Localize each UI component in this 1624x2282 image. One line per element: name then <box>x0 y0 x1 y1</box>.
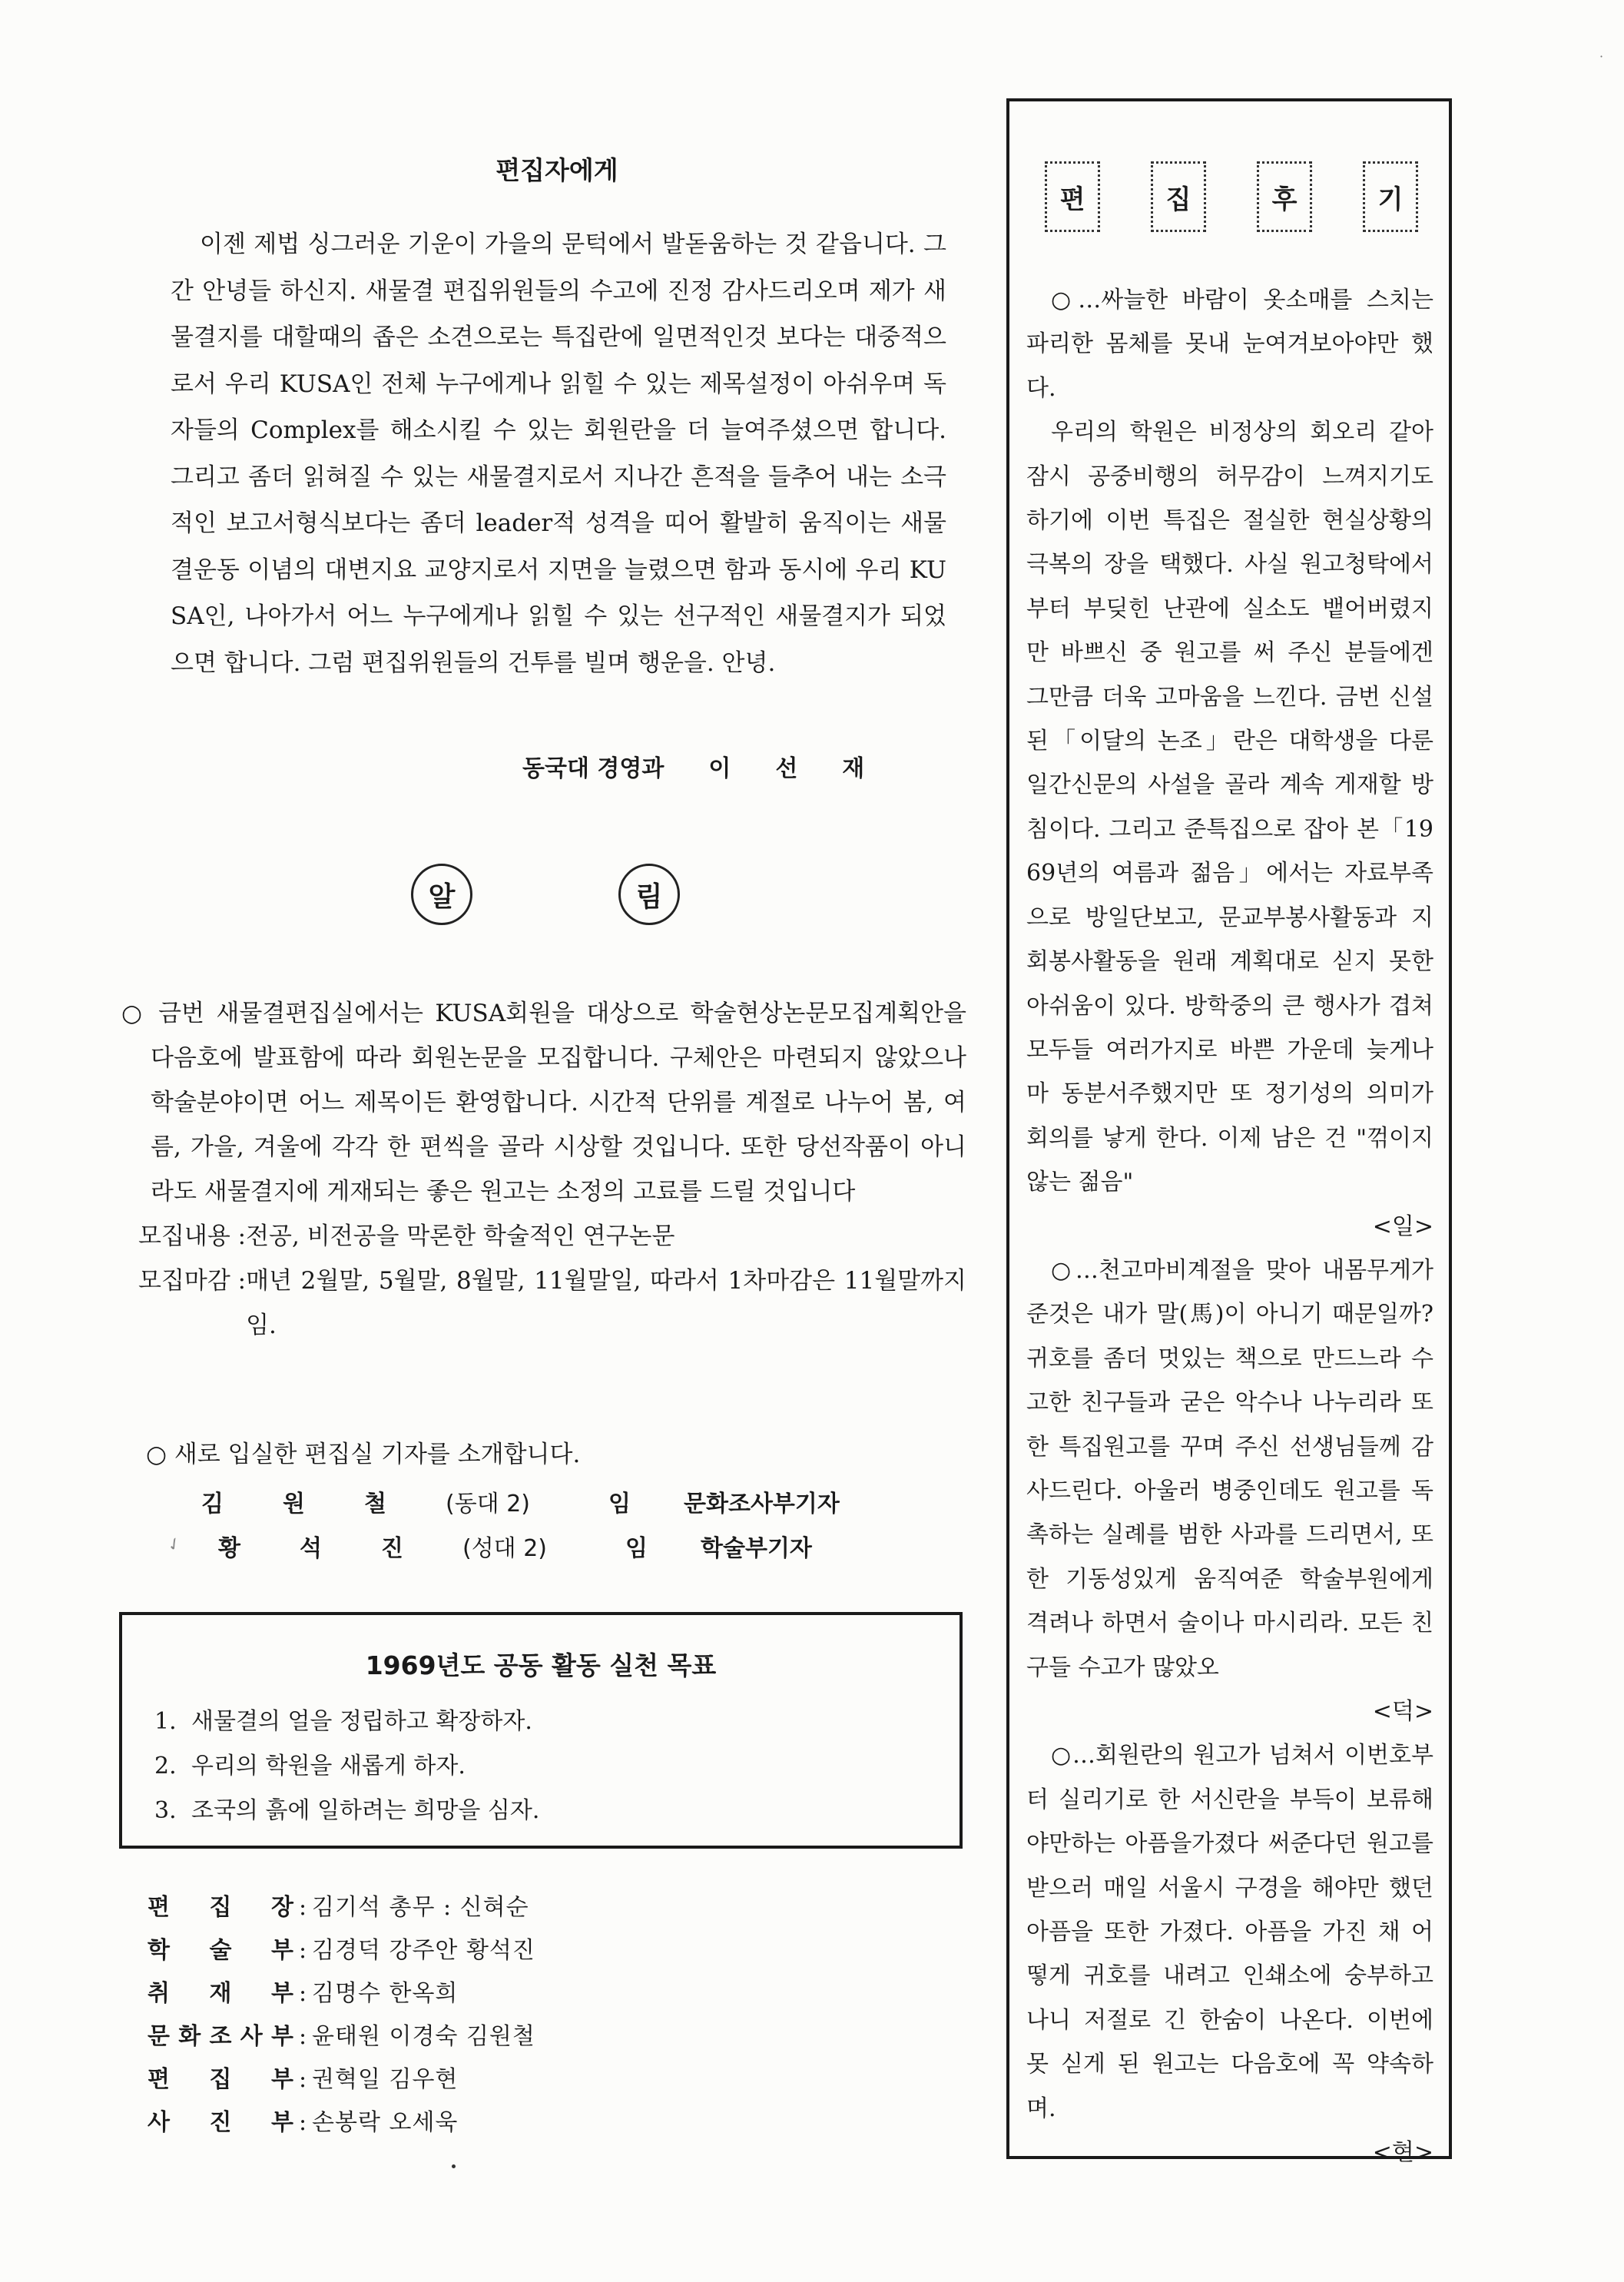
role-char: 사 <box>147 2109 170 2136</box>
staff-row <box>147 1929 535 1972</box>
reporter-name-char: 철 <box>364 1491 386 1517</box>
role-char: 문 <box>147 2023 170 2050</box>
reporter-department: 학술부기자 <box>701 1535 812 1562</box>
check-mark: ✓ <box>163 1533 186 1557</box>
role-char: 화 <box>178 2023 201 2050</box>
postscript-text: ○…싸늘한 바람이 옷소매를 스치는 파리한 몸체를 못내 눈여겨보아야만 했다. <box>1026 287 1433 402</box>
postscript-title-char: 후 <box>1257 161 1312 232</box>
postscript-paragraph <box>1026 278 1433 410</box>
goal-item <box>154 1700 539 1744</box>
staff-names: 김명수 한옥희 <box>312 1980 459 2007</box>
reporter-name-char: 진 <box>381 1535 403 1562</box>
role-char: 편 <box>147 1894 170 1921</box>
role-char: 학 <box>147 1937 170 1964</box>
reporter-appointment: 임 <box>608 1491 631 1517</box>
staff-names: 김기석 총무 : 신혀순 <box>312 1894 529 1921</box>
goal-number: 2. <box>154 1753 177 1779</box>
goal-text: 새물결의 얼을 정립하고 확장하자. <box>191 1708 532 1735</box>
recruit-text: 매년 2월말, 5월말, 8월말, 11월말일, 따라서 1차마감은 11월말까지임. <box>246 1267 966 1339</box>
print-speck <box>452 2164 456 2168</box>
signature-affiliation: 동국대 경영과 <box>522 755 665 782</box>
goal-number: 1. <box>154 1708 177 1735</box>
goals-box <box>119 1612 963 1849</box>
letter-signature <box>522 749 922 783</box>
letter-body: 이젠 제법 싱그러운 기운이 가을의 문턱에서 발돋움하는 것 같읍니다. 그간 안녕들 하신지. 새물결 편집위원들의 수고에 진정 감사드리오며 제가 새물결지를 대할때의 좁은 소견으로는 특집란에 일면적인것 보다는 대중적으로서 우리 KUSA인 전체 누구에게나 읽힐 수 있는 제목설정이 아쉬우며 독자들의 Complex를 해소시킬 수 있는 회원란을 더 늘여주셨으면 합니다. 그리고 좀더 읽혀질 수 있는 새물결지로서 지나간 흔적을 들추어 내는 소극적인 보고서형식보다는 좀더 leader적 성격을 띠어 활발히 움직이는 새물결운동 이념의 대변지요 교양지로서 지면을 늘렸으면 함과 동시에 우리 KUSA인, 나아가서 어느 누구에게나 읽힐 수 있는 선구적인 새물결지가 되었으면 합니다. 그럼 편집위원들의 건투를 빌며 행운을. 안녕. <box>171 231 946 677</box>
role-char: 술 <box>209 1937 232 1964</box>
staff-colon: : <box>298 2109 307 2136</box>
role-char: 부 <box>271 2109 293 2136</box>
signature-name-char: 선 <box>775 755 798 782</box>
reporter-row <box>201 1484 840 1518</box>
postscript-paragraph <box>1026 1733 1433 2174</box>
postscript-sign: <현> <box>1372 2139 1433 2167</box>
goals-title: 1969년도 공동 활동 실천 목표 <box>365 1650 717 1680</box>
postscript-title-char: 편 <box>1045 161 1100 232</box>
notice-title-char: 림 <box>618 864 680 925</box>
staff-role <box>147 1886 293 1929</box>
recruit-label: 모집마감 : <box>138 1267 247 1295</box>
staff-row <box>147 1972 535 2015</box>
staff-colon: : <box>298 1894 307 1921</box>
goal-number: 3. <box>154 1797 177 1824</box>
recruit-label: 모집내용 : <box>138 1222 247 1250</box>
staff-names: 김경덕 강주안 황석진 <box>312 1937 535 1964</box>
letter-title: 편집자에게 <box>495 155 618 185</box>
goals-list <box>154 1700 539 1833</box>
role-char: 재 <box>209 1980 232 2007</box>
role-char: 집 <box>209 1894 232 1921</box>
recruit-row <box>138 1214 966 1259</box>
reporter-appointment: 임 <box>625 1535 648 1562</box>
reporter-name-char: 김 <box>201 1491 224 1517</box>
signature-name-char: 재 <box>842 755 865 782</box>
staff-row <box>147 2015 535 2058</box>
postscript-paragraph <box>1026 410 1433 1249</box>
role-char: 조 <box>209 2023 232 2050</box>
goal-text: 우리의 학원을 새롭게 하자. <box>191 1753 466 1779</box>
staff-names: 권혁일 김우현 <box>312 2066 459 2093</box>
staff-names: 손봉락 오세욱 <box>312 2109 459 2136</box>
reporter-school: (동대 2) <box>446 1491 530 1517</box>
recruit-row <box>138 1259 966 1348</box>
postscript-title-char: 집 <box>1151 161 1206 232</box>
role-char: 집 <box>209 2066 232 2093</box>
recruit-text: 전공, 비전공을 막론한 학술적인 연구논문 <box>246 1222 675 1250</box>
notice-body <box>121 991 966 1348</box>
reporter-name-char: 원 <box>283 1491 305 1517</box>
staff-colon: : <box>298 1980 307 2007</box>
staff-role <box>147 1972 293 2015</box>
goal-item <box>154 1789 539 1833</box>
notice-paragraph: ○ 금번 새물결편집실에서는 KUSA회원을 대상으로 학술현상논문모집계획안을 다음호에 발표함에 따라 회원논문을 모집합니다. 구체안은 마련되지 않았으나 학술분야이면 어느 제목이든 환영합니다. 시간적 단위를 계절로 나누어 봄, 여름, 가을, 겨울에 각각 한 편씩을 골라 시상할 것입니다. 또한 당선작품이 아니라도 새물결지에 게재되는 좋은 원고는 소정의 고료를 드릴 것입니다 <box>121 1000 966 1206</box>
postscript-sign: <덕> <box>1372 1698 1433 1725</box>
recruit-details <box>121 1214 966 1348</box>
role-char: 사 <box>240 2023 263 2050</box>
staff-list <box>147 1886 535 2144</box>
role-char: 부 <box>271 2023 293 2050</box>
staff-row <box>147 1886 535 1929</box>
role-char: 부 <box>271 2066 293 2093</box>
postscript-body <box>1026 278 1433 2174</box>
staff-row <box>147 2101 535 2144</box>
staff-role <box>147 1929 293 1972</box>
staff-role <box>147 2058 293 2101</box>
role-char: 진 <box>209 2109 232 2136</box>
reporter-name-char: 황 <box>218 1535 240 1562</box>
notice-title-char: 알 <box>411 864 472 925</box>
reporter-name-char: 석 <box>300 1535 322 1562</box>
postscript-text: 우리의 학원은 비정상의 회오리 같아 잠시 공중비행의 허무감이 느껴지기도 하기에 이번 특집은 절실한 현실상황의 극복의 장을 택했다. 사실 원고청탁에서부터 부딪힌 난관에 실소도 뱉어버렸지만 바쁘신 중 원고를 써 주신 분들에겐 그만큼 더욱 고마움을 느낀다. 금번 신설된「이달의 논조」란은 대학생을 다룬 일간신문의 사설을 골라 계속 게재할 방침이다. 그리고 준특집으로 잡아 본「1969년의 여름과 젊음」에서는 자료부족으로 방일단보고, 문교부봉사활동과 지회봉사활동을 원래 계획대로 싣지 못한 아쉬움이 있다. 방학중의 큰 행사가 겹쳐 모두들 여러가지로 바쁜 가운데 늦게나마 동분서주했지만 또 정기성의 의미가 회의를 낳게 한다. 이제 남은 건 "꺾이지 않는 젊음" <box>1026 419 1433 1196</box>
staff-row <box>147 2058 535 2101</box>
postscript-text: ○…천고마비계절을 맞아 내몸무게가 준것은 내가 말(馬)이 아니기 때문일까? 귀호를 좀더 멋있는 책으로 만드느라 수고한 친구들과 굳은 악수나 나누리라 또한 특집원고를 꾸며 주신 선생님들께 감사드린다. 아울러 병중인데도 원고를 독촉하는 실례를 범한 사과를 드리면서, 또한 기동성있게 움직여준 학술부원에게 격려나 하면서 술이나 마시리라. 모든 친구들 수고가 많았오 <box>1026 1256 1433 1681</box>
postscript-title <box>1045 161 1429 238</box>
goal-text: 조국의 흙에 일하려는 희망을 심자. <box>191 1797 540 1824</box>
staff-role <box>147 2015 293 2058</box>
postscript-text: ○…회원란의 원고가 넘쳐서 이번호부터 실리기로 한 서신란을 부득이 보류해야만하는 아픔을가졌다 써준다던 원고를 받으러 매일 서울시 구경을 해야만 했던 아픔을 또한 가졌다. 아픔을 가진 채 어떻게 귀호를 내려고 인쇄소에 숭부하고 나니 저절로 긴 한숨이 나온다. 이번에 못 싣게 된 원고는 다음호에 꼭 약속하며. <box>1026 1742 1433 2122</box>
role-char: 취 <box>147 1980 170 2007</box>
role-char: 편 <box>147 2066 170 2093</box>
postscript-title-char: 기 <box>1363 161 1418 232</box>
edge-mark: · <box>1599 49 1604 64</box>
reporter-row <box>218 1529 812 1563</box>
role-char: 부 <box>271 1937 293 1964</box>
staff-names: 윤태원 이경숙 김원철 <box>312 2023 535 2050</box>
reporter-school: (성대 2) <box>462 1535 547 1562</box>
staff-colon: : <box>298 2066 307 2093</box>
reporter-department: 문화조사부기자 <box>684 1491 840 1517</box>
role-char: 장 <box>271 1894 293 1921</box>
goal-item <box>154 1744 539 1789</box>
staff-colon: : <box>298 2023 307 2050</box>
signature-name-char: 이 <box>708 755 731 782</box>
postscript-paragraph <box>1026 1249 1433 1733</box>
staff-role <box>147 2101 293 2144</box>
staff-colon: : <box>298 1937 307 1964</box>
role-char: 부 <box>271 1980 293 2007</box>
reporter-intro: ○ 새로 입실한 편집실 기자를 소개합니다. <box>146 1441 581 1468</box>
postscript-sign: <일> <box>1372 1212 1433 1240</box>
